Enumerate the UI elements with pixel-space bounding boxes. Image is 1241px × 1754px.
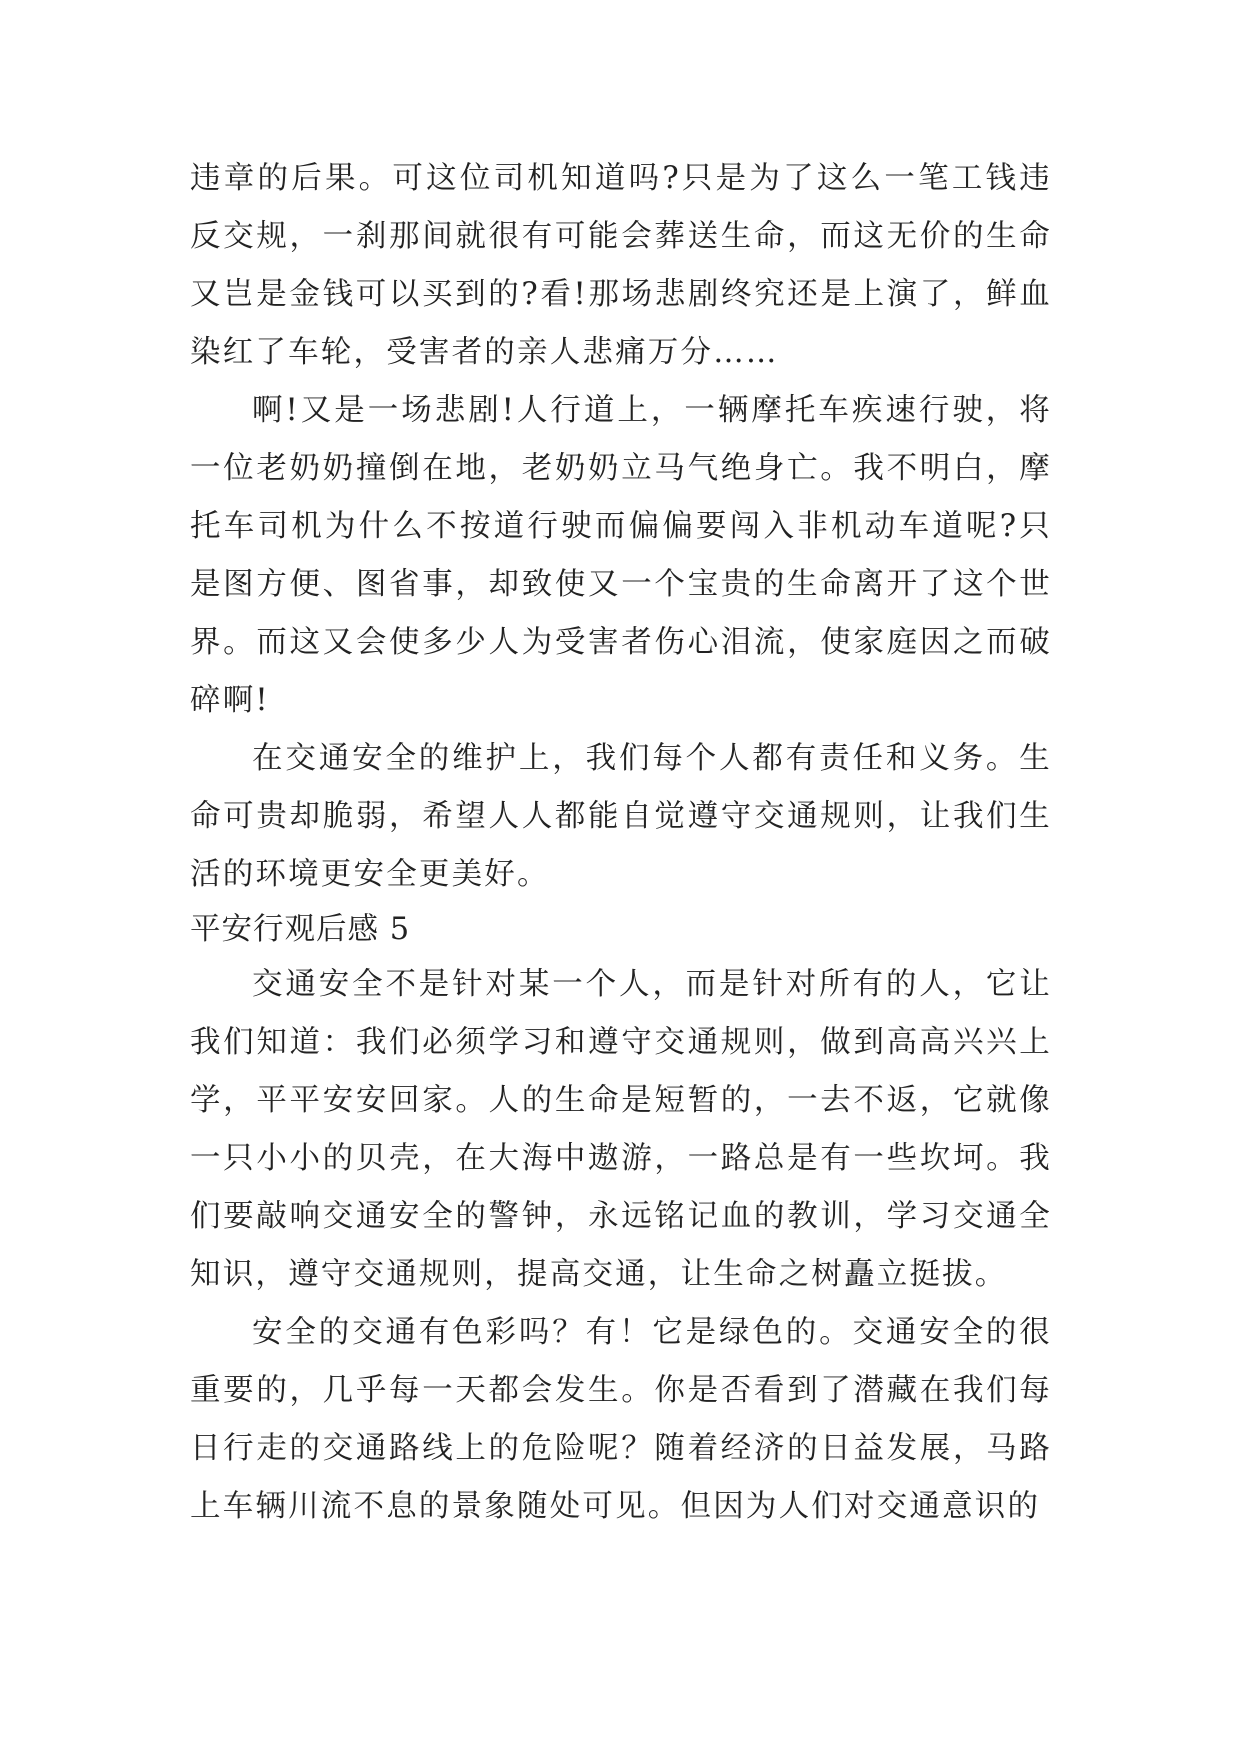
paragraph: 啊!又是一场悲剧!人行道上，一辆摩托车疾速行驶，将一位老奶奶撞倒在地，老奶奶立马气绝身亡。我不明白，摩托车司机为什么不按道行驶而偏偏要闯入非机动车道呢?只是图方便、图省事，却致使又一个宝贵的生命离开了这个世界。而这又会使多少人为受害者伤心泪流，使家庭因之而破碎啊! <box>190 393 1052 718</box>
paragraph: 交通安全不是针对某一个人，而是针对所有的人，它让我们知道：我们必须学习和遵守交通规则，做到高高兴兴上学，平平安安回家。人的生命是短暂的，一去不返，它就像一只小小的贝壳，在大海中遨游，一路总是有一些坎坷。我们要敲响交通安全的警钟，永远铭记血的教训，学习交通全知识，遵守交通规则，提高交通，让生命之树矗立挺拔。 <box>190 967 1052 1292</box>
paragraph: 安全的交通有色彩吗？有！它是绿色的。交通安全的很重要的，几乎每一天都会发生。你是否看到了潜藏在我们每日行走的交通路线上的危险呢？随着经济的日益发展，马路上车辆川流不息的景象随处可见。但因为人们对交通意识的 <box>190 1315 1052 1524</box>
paragraph-continued: 违章的后果。可这位司机知道吗?只是为了这么一笔工钱违反交规，一刹那间就很有可能会葬送生命，而这无价的生命又岂是金钱可以买到的?看!那场悲剧终究还是上演了，鲜血染红了车轮，受害者的亲人悲痛万分…… <box>190 161 1052 370</box>
paragraph: 在交通安全的维护上，我们每个人都有责任和义务。生命可贵却脆弱，希望人人都能自觉遵守交通规则，让我们生活的环境更安全更美好。 <box>190 741 1052 892</box>
document-body <box>190 150 1052 1536</box>
section-title: 平安行观后感 5 <box>190 912 411 947</box>
